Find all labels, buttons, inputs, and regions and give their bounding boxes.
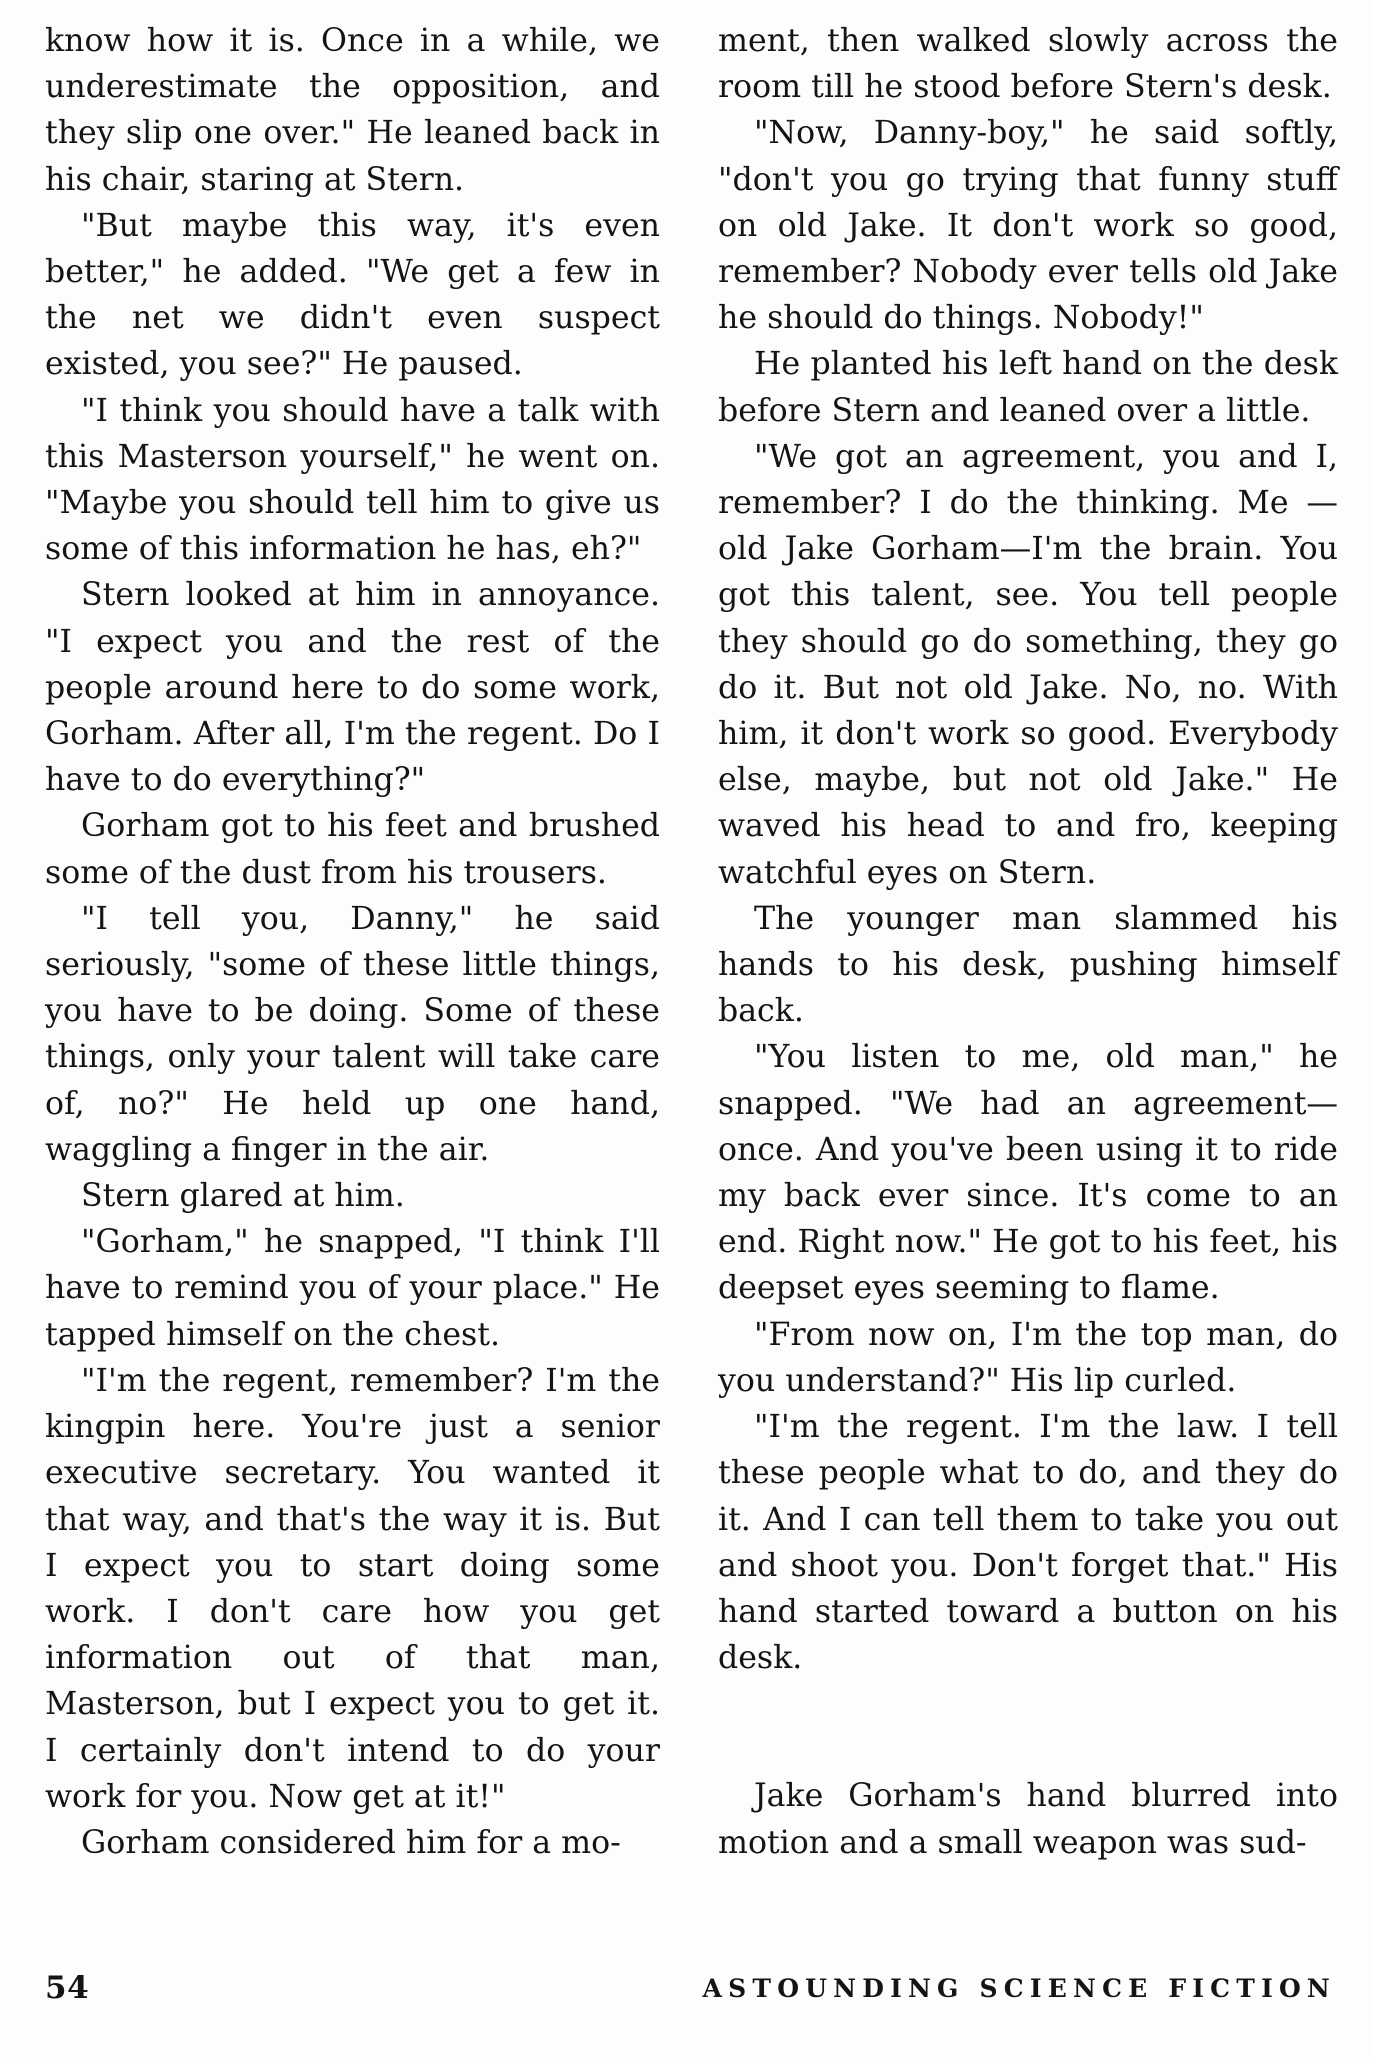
paragraph: "You listen to me, old man," he snapped. "We had an agreement— once. And you've been using it to ride my back ever since. It's come to an end. Right now." He got to his feet, his deepset eyes seeming to flame. (718, 1039, 1338, 1307)
left-text-column (45, 18, 660, 1866)
paragraph: Stern glared at him. (81, 1178, 405, 1215)
paragraph: Gorham considered him for a mo- (81, 1824, 621, 1861)
paragraph: "I'm the regent, remember? I'm the kingpin here. You're just a senior executive secretary. You wanted it that way, and that's the way it is. But I expect you to start doing some work. I don't care how you get information out of that man, Masterson, but I expect you to get it. I certainly don't intend to do your work for you. Now get at it!" (45, 1362, 660, 1815)
paragraph-after-section-break: Jake Gorham's hand blurred into motion and a small weapon was sud- (718, 1778, 1338, 1861)
paragraph: "Gorham," he snapped, "I think I'll have to remind you of your place." He tapped himself on the chest. (45, 1224, 660, 1353)
paragraph: "But maybe this way, it's even better," he added. "We get a few in the net we didn't even suspect existed, you see?" He paused. (45, 207, 660, 383)
right-text-column (718, 18, 1338, 1866)
paragraph: The younger man slammed his hands to his desk, pushing himself back. (718, 900, 1338, 1030)
paragraph: Stern looked at him in annoyance. "I expect you and the rest of the people around here to do some work, Gorham. After all, I'm the regent. Do I have to do everything?" (45, 577, 660, 799)
paragraph: "We got an agreement, you and I, remember? I do the thinking. Me —old Jake Gorham—I'm the brain. You got this talent, see. You tell people they should go do something, they go do it. But not old Jake. No, no. With him, it don't work so good. Everybody else, maybe, but not old Jake." He waved his head to and fro, keeping watchful eyes on Stern. (718, 438, 1338, 891)
page-footer (0, 1970, 1373, 2020)
paragraph: He planted his left hand on the desk before Stern and leaned over a little. (718, 346, 1338, 429)
page-number: 54 (45, 1970, 90, 2006)
paragraph: "From now on, I'm the top man, do you understand?" His lip curled. (718, 1316, 1338, 1399)
paragraph-continued: ment, then walked slowly across the room till he stood before Stern's desk. (718, 23, 1338, 106)
paragraph: Gorham got to his feet and brushed some of the dust from his trousers. (45, 808, 660, 891)
paragraph: "I'm the regent. I'm the law. I tell these people what to do, and they do it. And I can tell them to take you out and shoot you. Don't forget that." His hand started toward a button on his desk. (718, 1409, 1338, 1677)
paragraph: "Now, Danny-boy," he said softly, "don't you go trying that funny stuff on old Jake. It don't work so good, remember? Nobody ever tells old Jake he should do things. Nobody!" (718, 115, 1338, 337)
running-head: ASTOUNDING SCIENCE FICTION (702, 1974, 1336, 2003)
paragraph-continued: know how it is. Once in a while, we underestimate the opposition, and they slip one over." He leaned back in his chair, staring at Stern. (45, 23, 660, 198)
paragraph: "I tell you, Danny," he said seriously, "some of these little things, you have to be doing. Some of these things, only your talent will take care of, no?" He held up one hand, waggling a finger in the air. (45, 900, 660, 1168)
paragraph: "I think you should have a talk with this Masterson yourself," he went on. "Maybe you should tell him to give us some of this information he has, eh?" (45, 392, 660, 568)
